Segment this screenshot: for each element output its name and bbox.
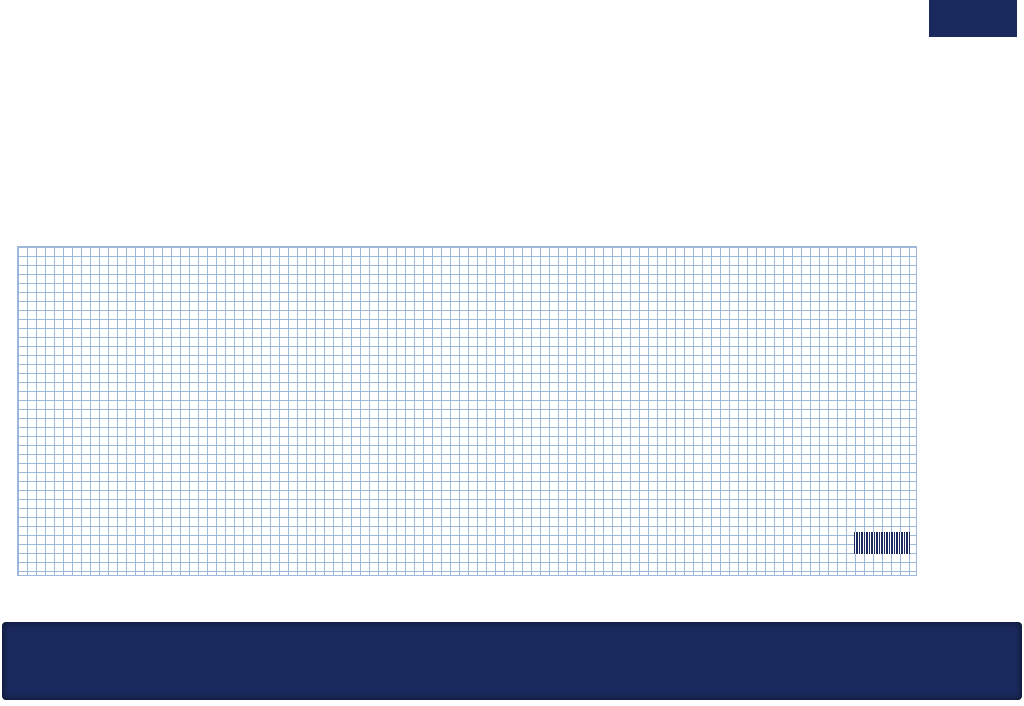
notes-grid[interactable] bbox=[17, 246, 917, 576]
barcode bbox=[854, 530, 910, 570]
year-label bbox=[929, 0, 1017, 37]
barcode-bars bbox=[854, 532, 910, 554]
ad-banner bbox=[2, 622, 1022, 700]
